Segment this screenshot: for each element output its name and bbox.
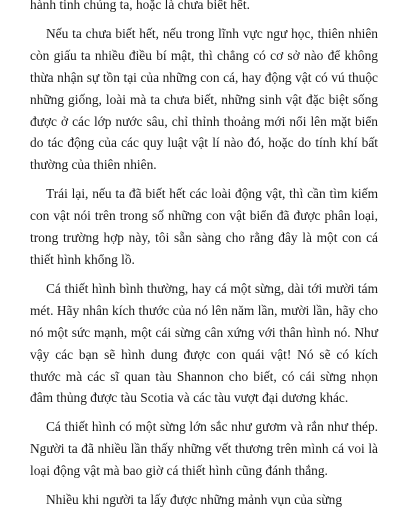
paragraph-continued: hành tinh chúng ta, hoặc là chưa biết hết. — [30, 0, 250, 12]
paragraph: Trái lại, nếu ta đã biết hết các loài động vật, thì cần tìm kiếm con vật nói trên trong số những con vật biển đã được phân loại, trong trường hợp này, tôi sẵn sàng cho rằng đây là một con cá thiết hình khổng lồ. — [30, 186, 378, 267]
body-text — [30, 0, 378, 518]
paragraph: Nếu ta chưa biết hết, nếu trong lĩnh vực ngư học, thiên nhiên còn giấu ta nhiều điều bí mật, thì chẳng có cơ sở nào để không thừa nhận sự tồn tại của những con cá, hay động vật có vú thuộc những giống, loài mà ta chưa biết, những sinh vật đặc biệt sống được ở các lớp nước sâu, chỉ thỉnh thoảng mới nổi lên mặt biển do tác động của các quy luật vật lí nào đó, hoặc do tính khí bất thường của thiên nhiên. — [30, 25, 378, 173]
paragraph: Cá thiết hình có một sừng lớn sắc như gươm và rắn như thép. Người ta đã nhiều lần thấy những vết thương trên mình cá voi là loại động vật mà bao giờ cá thiết hình cũng đánh thắng. — [30, 419, 378, 479]
paragraph: Nhiều khi người ta lấy được những mảnh vụn của sừng — [46, 492, 343, 508]
paragraph: Cá thiết hình bình thường, hay cá một sừng, dài tới mười tám mét. Hãy nhân kích thước của nó lên năm lần, mười lần, hãy cho nó một sức mạnh, một cái sừng cân xứng với thân hình nó. Như vậy các bạn sẽ hình dung được con quái vật! Nó sẽ có kích thước mà các sĩ quan tàu Shannon cho biết, có cái sừng nhọn đâm thủng được tàu Scotia và các tàu vượt đại dương khác. — [30, 280, 378, 406]
